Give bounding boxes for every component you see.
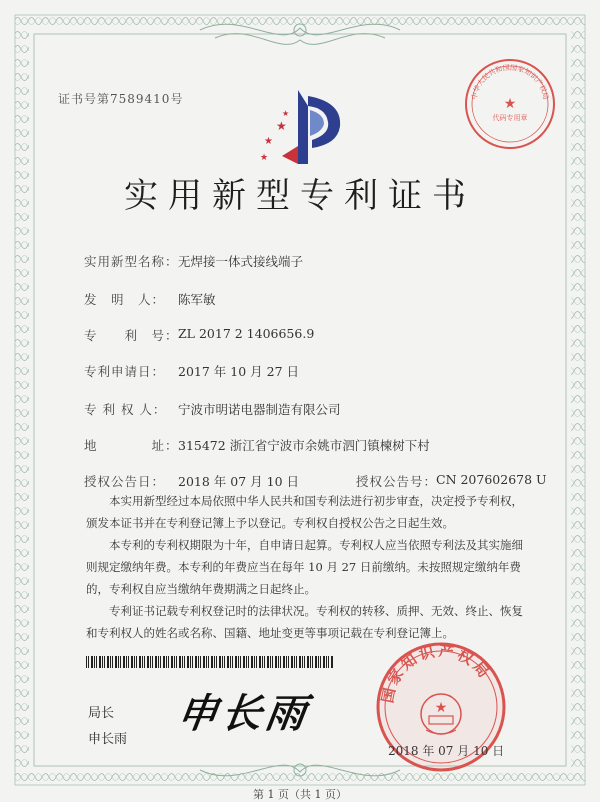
announcement-value: CN 207602678 U [436, 472, 547, 487]
field-label-grant-date: 授权公告日： [84, 474, 166, 489]
page-number: 第 1 页（共 1 页） [253, 788, 347, 801]
announcement-label: 授权公告号： [356, 474, 438, 489]
field-value-name: 无焊接一体式接线端子 [178, 254, 304, 269]
field-value-patentee: 宁波市明诺电器制造有限公司 [178, 402, 341, 417]
field-value-address: 315472 浙江省宁波市余姚市泗门镇楝树下村 [178, 438, 430, 453]
field-value-grant-date: 2018 年 07 月 10 日 [178, 474, 299, 489]
field-label-patent-no: 专 利 号： [84, 328, 179, 343]
svg-text:★: ★ [282, 109, 290, 118]
certificate-body [86, 490, 530, 644]
seal-text: 国家知识产权局 [378, 641, 495, 705]
body-paragraph: 专利证书记载专利权登记时的法律状况。专利权的转移、质押、无效、终止、恢复和专利权人的姓名或名称、国籍、地址变更等事项记载在专利登记簿上。 [86, 604, 523, 640]
field-value-inventor: 陈军敏 [178, 292, 216, 307]
field-label-inventor: 发 明 人： [84, 292, 166, 307]
director-name: 申长雨 [88, 732, 128, 747]
top-seal-bottom: 代码专用章 [492, 114, 528, 122]
barcode [86, 656, 334, 668]
certificate-title: 实用新型专利证书 [124, 176, 476, 216]
field-label-patentee: 专 利 权 人： [84, 402, 167, 417]
svg-text:★: ★ [503, 96, 517, 112]
svg-text:★: ★ [434, 700, 448, 716]
field-value-application-date: 2017 年 10 月 27 日 [178, 364, 299, 379]
field-label-application-date: 专利申请日： [84, 364, 166, 379]
svg-text:★: ★ [264, 136, 273, 147]
cnipa-logo [252, 86, 348, 168]
certificate-number: 证书号第7589410号 [58, 92, 184, 106]
field-label-name: 实用新型名称： [84, 254, 179, 269]
seal-date: 2018 年 07 月 10 日 [388, 744, 505, 758]
field-label-address: 地 址： [84, 438, 179, 453]
top-seal [462, 56, 558, 152]
field-value-patent-no: ZL 2017 2 1406656.9 [178, 326, 315, 341]
body-paragraph: 本专利的专利权期限为十年，自申请日起算。专利权人应当依照专利法及其实施细则规定缴纳年费。本专利的年费应当在每年 10 月 27 日前缴纳。未按照规定缴纳年费的，专利权自应当缴纳年费期满之日起终止。 [86, 538, 523, 596]
director-title: 局长 [88, 706, 115, 721]
director-signature: 申长雨 [174, 690, 313, 737]
body-paragraph: 本实用新型经过本局依照中华人民共和国专利法进行初步审查，决定授予专利权，颁发本证书并在专利登记簿上予以登记。专利权自授权公告之日起生效。 [86, 494, 523, 530]
top-seal-text: 中华人民共和国国家知识产权局 [470, 63, 550, 101]
svg-text:★: ★ [276, 119, 287, 133]
svg-text:中华人民共和国国家知识产权局 [469, 63, 549, 100]
svg-text:★: ★ [260, 153, 269, 163]
